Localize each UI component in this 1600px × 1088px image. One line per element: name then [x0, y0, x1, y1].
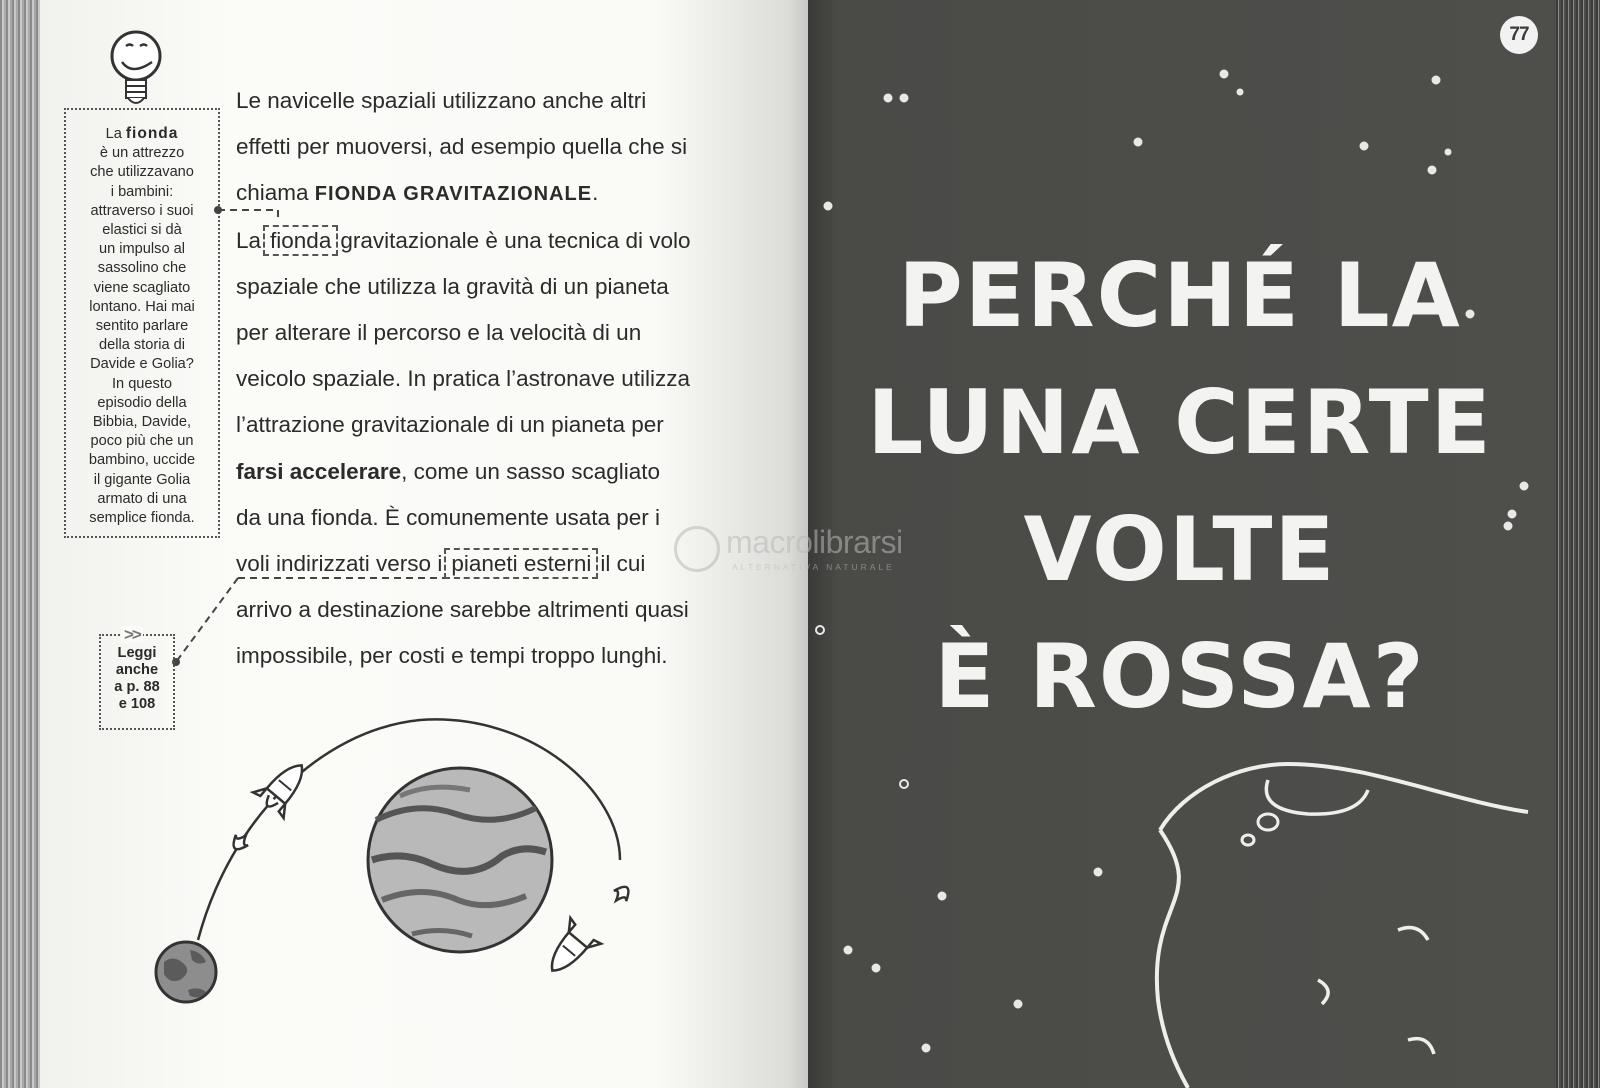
definition-line: è un attrezzo: [99, 145, 185, 162]
definition-line: bambino, uccide: [88, 452, 196, 469]
definition-line: sentito parlare: [95, 318, 189, 335]
text-line: chiama FIONDA GRAVITAZIONALE.: [236, 180, 599, 206]
text-line: veicolo spaziale. In pratica l’astronave utilizza: [236, 366, 690, 392]
double-arrow-icon: >>: [121, 626, 143, 643]
text-line: l’attrazione gravitazionale di un pianeta per: [236, 412, 664, 438]
slingshot-illustration: [150, 700, 650, 1020]
main-paragraph: [236, 78, 746, 680]
text-line: La fionda gravitazionale è una tecnica di volo: [236, 218, 746, 264]
rocket-icon: [537, 918, 601, 984]
definition-line: della storia di: [99, 337, 185, 354]
definition-line: lontano. Hai mai: [89, 298, 195, 315]
watermark-brand: macrolibrarsi: [726, 524, 903, 560]
highlighted-term: fionda: [263, 225, 338, 256]
headline-line: PERCHÉ LA: [898, 244, 1462, 347]
definition-line: il gigante Golia: [93, 471, 191, 488]
lightbulb-icon: [104, 22, 168, 112]
definition-line: In questo: [111, 375, 173, 392]
bold-phrase: farsi accelerare: [236, 458, 402, 484]
definition-line: che utilizzavano: [90, 164, 194, 181]
page-edges-left: [0, 0, 42, 1088]
watermark-logo-icon: [674, 526, 720, 572]
definition-line: viene scagliato: [93, 279, 191, 296]
planet-icon: [368, 768, 552, 952]
definition-line: poco più che un: [90, 433, 194, 450]
highlighted-term: pianeti esterni: [444, 548, 598, 579]
text-line: arrivo a destinazione sarebbe altrimenti quasi: [236, 597, 689, 623]
rocket-icon: [252, 753, 317, 819]
definition-title: La fionda: [105, 125, 179, 142]
headline-line: È ROSSA?: [934, 625, 1426, 728]
see-also-line: a p. 88: [114, 679, 160, 695]
text-line: impossibile, per costi e tempi troppo lunghi.: [236, 643, 668, 669]
definition-line: i bambini:: [110, 183, 174, 200]
definition-line: un impulso al: [99, 241, 185, 258]
see-also-line: anche: [115, 662, 159, 678]
key-term: FIONDA GRAVITAZIONALE: [314, 183, 593, 206]
definition-line: attraverso i suoi: [90, 202, 194, 219]
text-line: effetti per muoversi, ad esempio quella che si: [236, 134, 688, 160]
text-line: da una fionda. È comunemente usata per i: [236, 504, 661, 530]
text-line: voli indirizzati verso i pianeti esterni il cui: [236, 541, 746, 587]
see-also-line: Leggi: [117, 645, 157, 661]
definition-line: armato di una: [97, 490, 187, 507]
definition-line: semplice fionda.: [89, 510, 195, 527]
text-line: per alterare il percorso e la velocità di un: [236, 320, 642, 346]
text-line: spaziale che utilizza la gravità di un pianeta: [236, 273, 669, 299]
definition-line: sassolino che: [97, 260, 187, 277]
watermark-tagline: ALTERNATIVA NATURALE: [732, 562, 895, 572]
headline-line: VOLTE: [1023, 498, 1337, 601]
page-number: 77: [1500, 16, 1538, 54]
definition-line: episodio della: [97, 394, 187, 411]
definition-line: Davide e Golia?: [90, 356, 194, 373]
definition-line: Bibbia, Davide,: [92, 414, 192, 431]
earth-icon: [156, 942, 216, 1002]
text-line: Le navicelle spaziali utilizzano anche altri: [236, 88, 647, 113]
see-also-line: e 108: [118, 696, 156, 712]
text-line: farsi accelerare, come un sasso scagliato: [236, 458, 661, 484]
headline-line: LUNA CERTE: [867, 371, 1493, 474]
watermark: [664, 524, 944, 582]
definition-keyword: fionda: [125, 125, 179, 142]
chapter-headline: [860, 232, 1500, 740]
definition-line: elastici si dà: [102, 222, 182, 239]
